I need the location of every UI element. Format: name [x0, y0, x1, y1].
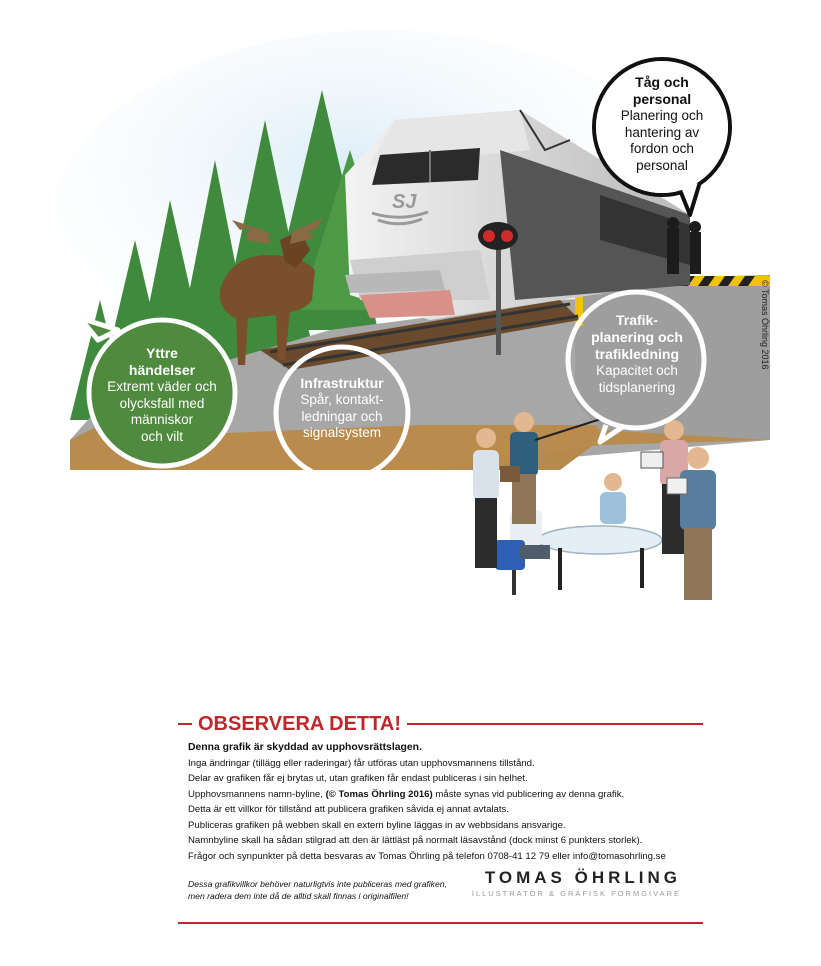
yttre-body: Extremt väder och olycksfall med människor och vilt: [107, 379, 217, 444]
brand-name: TOMAS ÖHRLING: [484, 868, 681, 887]
infra-heading: Infrastruktur: [300, 375, 384, 391]
yttre-heading: Yttre händelser: [128, 345, 196, 379]
notice-header: [178, 712, 703, 736]
footer-disclaimer: Dessa grafikvillkor behöver naturligtvis inte publiceras med grafiken, men radera dem inte då de alltid skall finnas i originalfilen!: [188, 879, 447, 901]
notice-line-2: Delar av grafiken får ej brytas ut, utan grafiken får endast publiceras i sin helhet.: [188, 773, 528, 784]
notice-line-7: Frågor och synpunkter på detta besvaras av Tomas Öhrling på telefon 0708-41 12 79 eller info@tomasohrling.se: [188, 850, 666, 862]
notice-title: OBSERVERA DETTA!: [198, 712, 401, 735]
train-logo: SJ: [392, 191, 417, 213]
notice-line-3: Upphovsmannens namn-byline, (© Tomas Öhrling 2016) måste synas vid publicering av denna grafik.: [188, 788, 625, 800]
tag-heading: Tåg och personal: [632, 74, 692, 108]
tag-text: [594, 74, 730, 174]
footer-divider: [178, 922, 703, 924]
tag-body: Planering och hantering av fordon och personal: [620, 108, 704, 173]
trafik-heading: Trafik- planering och trafikledning: [591, 312, 683, 363]
notice-body: [178, 740, 703, 864]
trafik-body: Kapacitet och tidsplanering: [596, 363, 678, 395]
brand-logo: [472, 868, 681, 898]
infra-body: Spår, kontakt- ledningar och signalsystem: [300, 392, 384, 441]
notice-line-6: Namnbyline skall ha sådan stilgrad att den är lättläst på normalt läsavstånd (dock minst 6 punkters storlek).: [188, 835, 643, 846]
footer: [178, 868, 703, 924]
yttre-text: [94, 345, 230, 445]
trafik-text: [570, 312, 704, 396]
vertical-copyright: © Tomas Öhrling 2016: [760, 280, 770, 370]
notice-block: [178, 712, 703, 864]
notice-line-4: Detta är ett villkor för tillstånd att publicera grafiken såvida ej annat avtalats.: [188, 804, 510, 815]
infra-text: [282, 375, 402, 441]
notice-heading: Denna grafik är skyddad av upphovsrättslagen.: [188, 742, 422, 753]
brand-tagline: ILLUSTRATÖR & GRAFISK FORMGIVARE: [471, 889, 681, 898]
notice-line-5: Publiceras grafiken på webben skall en extern byline läggas in av webbsidans ansvarige.: [188, 819, 566, 831]
notice-line-1: Inga ändringar (tillägg eller raderingar) får utföras utan upphovsmannens tillstånd.: [188, 757, 535, 769]
